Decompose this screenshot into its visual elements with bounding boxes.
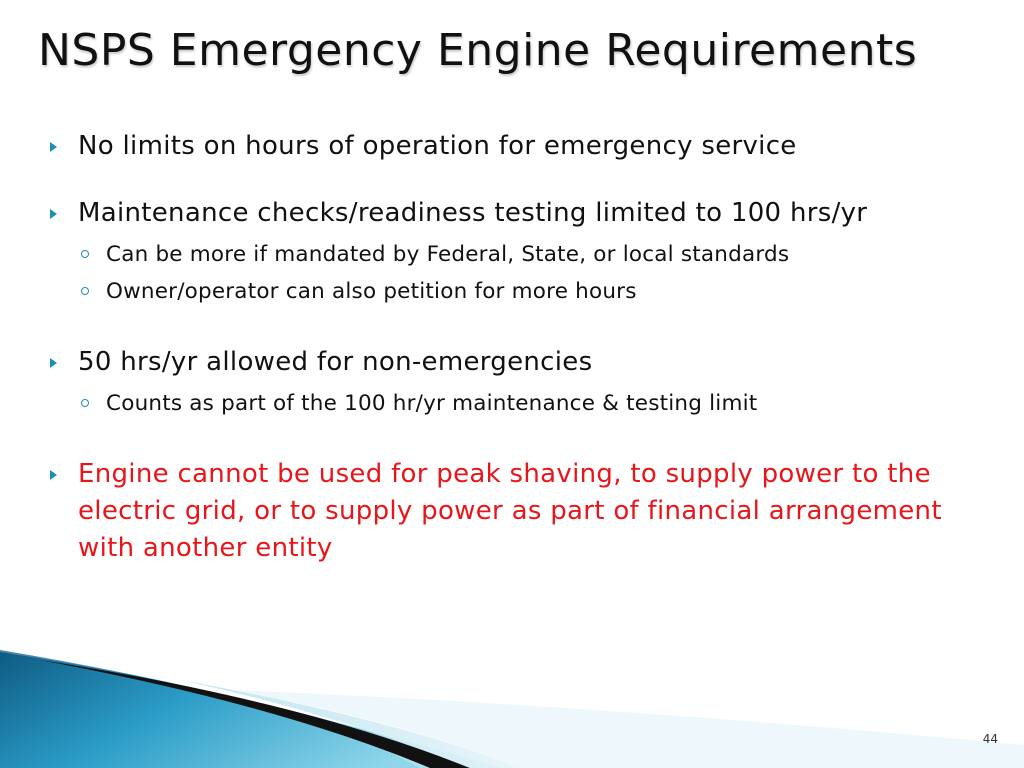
page-number: 44 <box>982 732 998 746</box>
bullet-text: Maintenance checks/readiness testing limited to 100 hrs/yr <box>78 198 868 228</box>
bullet-text: No limits on hours of operation for emergency service <box>78 131 797 161</box>
sub-bullet-text: Can be more if mandated by Federal, State, or local standards <box>106 242 790 267</box>
sub-bullet-text: Counts as part of the 100 hr/yr maintenance & testing limit <box>106 391 758 416</box>
slide-title: NSPS Emergency Engine Requirements <box>38 25 918 76</box>
bullet-text: 50 hrs/yr allowed for non-emergencies <box>78 347 593 377</box>
bullet-text: Engine cannot be used for peak shaving, to supply power to the electric grid, or to supply power as part of financial arrangement with another entity <box>78 459 942 563</box>
sub-bullet-text: Owner/operator can also petition for more hours <box>106 279 637 304</box>
